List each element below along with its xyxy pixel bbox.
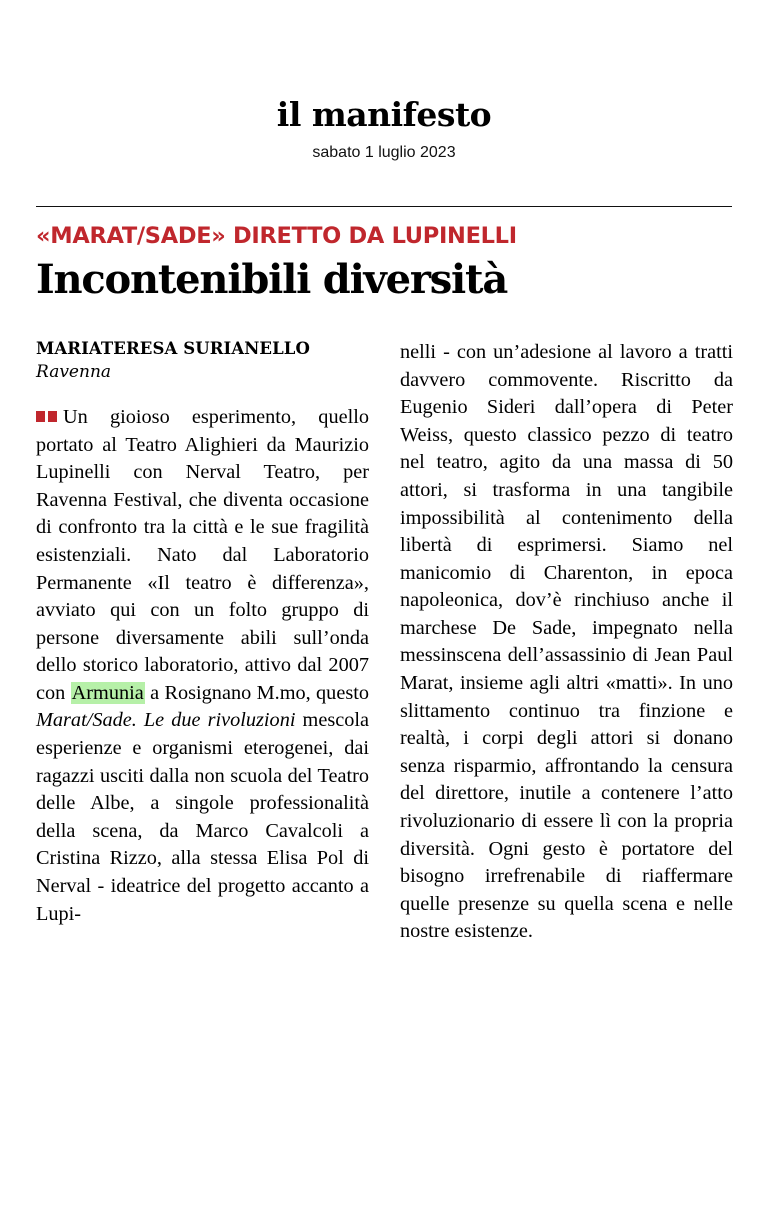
masthead-date: sabato 1 luglio 2023 bbox=[312, 144, 456, 161]
paragraph-marker-icon bbox=[36, 411, 58, 422]
masthead-title: il manifesto bbox=[276, 95, 492, 134]
article-headline: Incontenibili diversità bbox=[36, 255, 508, 303]
header-divider bbox=[36, 206, 732, 207]
highlighted-term: Armunia bbox=[71, 681, 144, 704]
byline-location: Ravenna bbox=[36, 361, 112, 382]
article-columns bbox=[36, 339, 732, 946]
body-text-part-3: mescola esperienze e organismi eterogenei, dai ragazzi usciti dalla non scuola del Teatro delle Albe, a singole professionalità della scena, da Marco Cavalcoli a Cristina Rizzo, alla stessa Elisa Pol di Nerval - ideatrice del progetto accanto a Lupi- bbox=[36, 709, 369, 925]
body-paragraph-left bbox=[36, 404, 369, 928]
column-left bbox=[36, 339, 369, 946]
column-right bbox=[400, 339, 733, 946]
body-paragraph-right: nelli - con un’adesione al lavoro a tratti davvero commovente. Riscritto da Eugenio Sideri dall’opera di Peter Weiss, questo classico pezzo di teatro nel teatro, agito da una massa di 50 attori, si trasforma in una tangibile impossibilità al contenimento della libertà di esprimersi. Siamo nel manicomio di Charenton, in epoca napoleonica, dov’è rinchiuso anche il marchese De Sade, impegnato nella messinscena dell’assassinio di Jean Paul Marat, insieme agli altri «matti». In uno slittamento continuo tra finzione e realtà, i corpi degli attori si donano senza risparmio, affrontando la censura del direttore, inutile a contenere l’atto rivoluzionario di essere lì con la propria diversità. Ogni gesto è portatore del bisogno irrefrenabile di riaffermare quelle presenze su quella scena e nelle nostre esistenze. bbox=[400, 340, 733, 943]
italic-title: Marat/Sade. Le due rivoluzioni bbox=[36, 709, 296, 732]
masthead bbox=[36, 0, 732, 162]
byline-author: MARIATERESA SURIANELLO bbox=[36, 338, 310, 358]
article-kicker: «MARAT/SADE» DIRETTO DA LUPINELLI bbox=[36, 223, 517, 249]
body-text-part-1: Un gioioso esperimento, quello portato al Teatro Alighieri da Maurizio Lupinelli con Nerval Teatro, per Ravenna Festival, che diventa occasione di confronto tra la città e le sue fragilità esistenziali. Nato dal Laboratorio Permanente «Il teatro è differenza», avviato qui con un folto gruppo di persone diversamente abili sull’onda dello storico laboratorio, attivo dal 2007 con bbox=[36, 405, 369, 704]
body-text-part-2: a Rosignano M.mo, questo bbox=[144, 681, 369, 704]
